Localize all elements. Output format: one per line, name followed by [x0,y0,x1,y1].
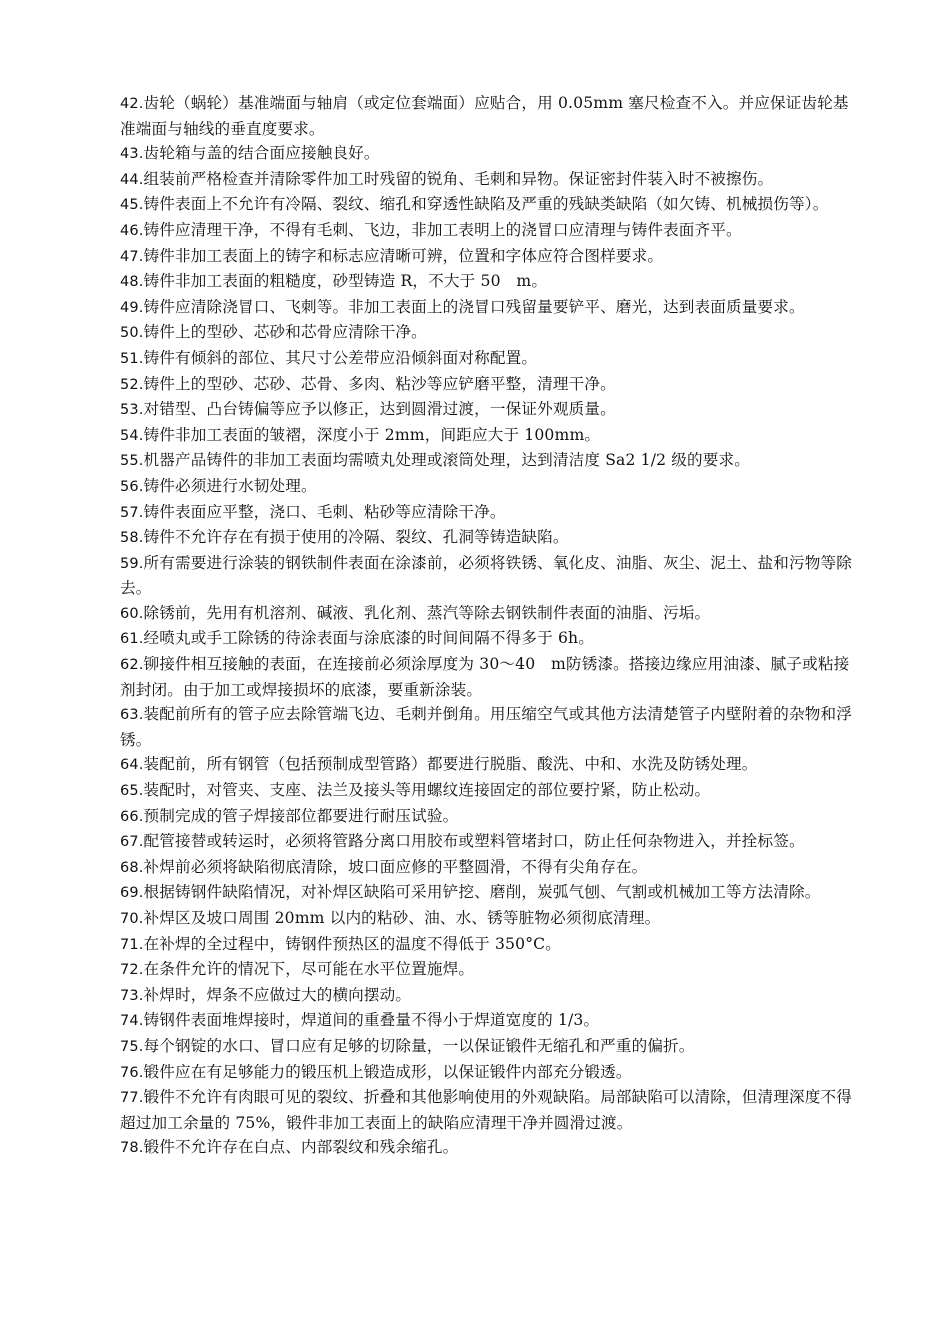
list-item [120,1135,862,1161]
item-text: 所有需要进行涂装的钢铁制件表面在涂漆前，必须将铁锈、氧化皮、油脂、灰尘、泥土、盐和污物等除去。 [120,553,852,598]
item-number: 71. [120,936,144,953]
item-number: 57. [120,504,144,521]
list-item [120,626,862,652]
list-item [120,141,862,167]
item-number: 74. [120,1013,144,1030]
item-text: 铸件应清理干净，不得有毛刺、飞边，非加工表明上的浇冒口应清理与铸件表面齐平。 [143,220,742,239]
item-number: 56. [120,478,144,495]
item-text: 装配前，所有钢管（包括预制成型管路）都要进行脱脂、酸洗、中和、水洗及防锈处理。 [143,755,758,774]
item-text: 铸件表面应平整，浇口、毛刺、粘砂等应清除干净。 [143,502,506,521]
list-item [120,346,862,372]
item-text: 铸件有倾斜的部位、其尺寸公差带应沿倾斜面对称配置。 [143,348,538,367]
item-text: 配管接替或转运时，必须将管路分离口用胶布或塑料管堵封口，防止任何杂物进入，并拴标签。 [143,832,805,851]
item-number: 69. [120,885,144,902]
item-text: 除锈前，先用有机溶剂、碱液、乳化剂、蒸汽等除去钢铁制件表面的油脂、污垢。 [143,603,711,622]
list-item [120,778,862,804]
list-item [120,320,862,346]
item-number: 72. [120,962,144,979]
item-number: 52. [120,376,144,393]
list-item [120,880,862,906]
item-text: 锻件不允许有肉眼可见的裂纹、折叠和其他影响使用的外观缺陷。局部缺陷可以清除，但清理深度不得超过加工余量的 75%，锻件非加工表面上的缺陷应清理干净并圆滑过渡。 [120,1088,852,1132]
item-text: 铸件上的型砂、芯砂和芯骨应清除干净。 [143,323,427,342]
list-item [120,551,862,601]
item-text: 每个钢锭的水口、冒口应有足够的切除量，一以保证锻件无缩孔和严重的偏折。 [143,1036,695,1055]
item-text: 在补焊的全过程中，铸钢件预热区的温度不得低于 350°C。 [143,934,561,953]
list-item [120,295,862,321]
item-number: 68. [120,859,144,876]
item-text: 根据铸钢件缺陷情况，对补焊区缺陷可采用铲挖、磨削，炭弧气刨、气割或机械加工等方法清除。 [143,883,821,902]
item-number: 46. [120,222,144,239]
item-number: 78. [120,1140,144,1157]
item-text: 铸件必须进行水韧处理。 [143,476,317,495]
item-number: 53. [120,402,144,419]
item-number: 67. [120,834,144,851]
item-number: 62. [120,657,144,674]
item-text: 铸件非加工表面的粗糙度，砂型铸造 R，不大于 50 m。 [143,272,548,291]
list-item [120,983,862,1009]
list-item [120,601,862,627]
list-item [120,855,862,881]
item-number: 49. [120,299,144,316]
item-number: 43. [120,146,144,163]
requirements-list [120,91,862,1161]
item-text: 铸钢件表面堆焊接时，焊道间的重叠量不得小于焊道宽度的 1/3。 [143,1011,600,1030]
list-item [120,192,862,218]
item-text: 补焊区及坡口周围 20mm 以内的粘砂、油、水、锈等脏物必须彻底清理。 [143,909,661,927]
item-number: 65. [120,783,144,800]
item-text: 经喷丸或手工除锈的待涂表面与涂底漆的时间间隔不得多于 6h。 [143,629,594,648]
list-item [120,397,862,423]
list-item [120,500,862,526]
list-item [120,1085,862,1135]
item-text: 锻件应在有足够能力的锻压机上锻造成形，以保证锻件内部充分锻透。 [143,1062,632,1081]
item-text: 机器产品铸件的非加工表面均需喷丸处理或滚筒处理，达到清洁度 Sa2 1/2 级的要求。 [143,451,751,470]
list-item [120,752,862,778]
list-item [120,932,862,958]
item-text: 铸件表面上不允许有冷隔、裂纹、缩孔和穿透性缺陷及严重的残缺类缺陷（如欠铸、机械损伤等）。 [143,195,829,214]
item-number: 76. [120,1064,144,1081]
list-item [120,525,862,551]
list-item [120,1034,862,1060]
list-item [120,1008,862,1034]
item-text: 装配前所有的管子应去除管端飞边、毛刺并倒角。用压缩空气或其他方法清楚管子内壁附着的杂物和浮锈。 [120,705,852,749]
item-number: 70. [120,911,144,927]
item-text: 铆接件相互接触的表面，在连接前必须涂厚度为 30～40 m防锈漆。搭接边缘应用油漆、腻子或粘接剂封闭。由于加工或焊接损坏的底漆，要重新涂装。 [120,655,850,699]
item-number: 47. [120,248,144,265]
item-text: 铸件应清除浇冒口、飞刺等。非加工表面上的浇冒口残留量要铲平、磨光，达到表面质量要求。 [143,297,805,316]
item-number: 48. [120,274,144,291]
list-item [120,804,862,830]
list-item [120,906,862,932]
item-text: 预制完成的管子焊接部位都要进行耐压试验。 [143,806,459,825]
item-number: 75. [120,1038,144,1055]
list-item [120,474,862,500]
item-text: 补焊时，焊条不应做过大的横向摆动。 [143,985,412,1004]
item-number: 64. [120,757,144,774]
list-item [120,167,862,193]
item-number: 44. [120,171,144,188]
item-number: 55. [120,453,144,470]
item-number: 51. [120,350,144,367]
item-number: 60. [120,605,144,622]
item-text: 在条件允许的情况下，尽可能在水平位置施焊。 [143,960,475,979]
item-text: 补焊前必须将缺陷彻底清除，坡口面应修的平整圆滑，不得有尖角存在。 [143,857,648,876]
item-text: 铸件上的型砂、芯砂、芯骨、多肉、粘沙等应铲磨平整，清理干净。 [143,374,616,393]
item-number: 54. [120,427,144,444]
item-text: 装配时，对管夹、支座、法兰及接头等用螺纹连接固定的部位要拧紧，防止松动。 [143,781,711,800]
item-number: 58. [120,530,144,547]
list-item [120,269,862,295]
list-item [120,448,862,474]
item-number: 77. [120,1090,144,1107]
item-text: 锻件不允许存在白点、内部裂纹和残余缩孔。 [143,1138,459,1157]
item-text: 铸件非加工表面的皱褶，深度小于 2mm，间距应大于 100mm。 [143,425,601,444]
item-text: 铸件不允许存在有损于使用的冷隔、裂纹、孔洞等铸造缺陷。 [143,528,569,547]
item-number: 42. [120,96,144,112]
list-item [120,91,862,141]
item-number: 61. [120,631,144,648]
list-item [120,423,862,449]
list-item [120,218,862,244]
item-number: 45. [120,197,144,214]
item-number: 66. [120,808,144,825]
list-item [120,652,862,702]
list-item [120,372,862,398]
list-item [120,957,862,983]
item-text: 铸件非加工表面上的铸字和标志应清晰可辨，位置和字体应符合图样要求。 [143,246,664,265]
item-number: 59. [120,555,144,572]
list-item [120,702,862,752]
item-text: 组装前严格检查并清除零件加工时残留的锐角、毛刺和异物。保证密封件装入时不被擦伤。 [143,169,774,188]
item-number: 73. [120,987,144,1004]
list-item [120,1060,862,1086]
item-text: 齿轮箱与盖的结合面应接触良好。 [143,144,380,163]
list-item [120,244,862,270]
item-text: 齿轮（蜗轮）基准端面与轴肩（或定位套端面）应贴合，用 0.05mm 塞尺检查不入。并应保证齿轮基准端面与轴线的垂直度要求。 [120,94,849,138]
list-item [120,829,862,855]
item-text: 对错型、凸台铸偏等应予以修正，达到圆滑过渡，一保证外观质量。 [143,400,616,419]
item-number: 50. [120,325,144,342]
item-number: 63. [120,707,144,724]
